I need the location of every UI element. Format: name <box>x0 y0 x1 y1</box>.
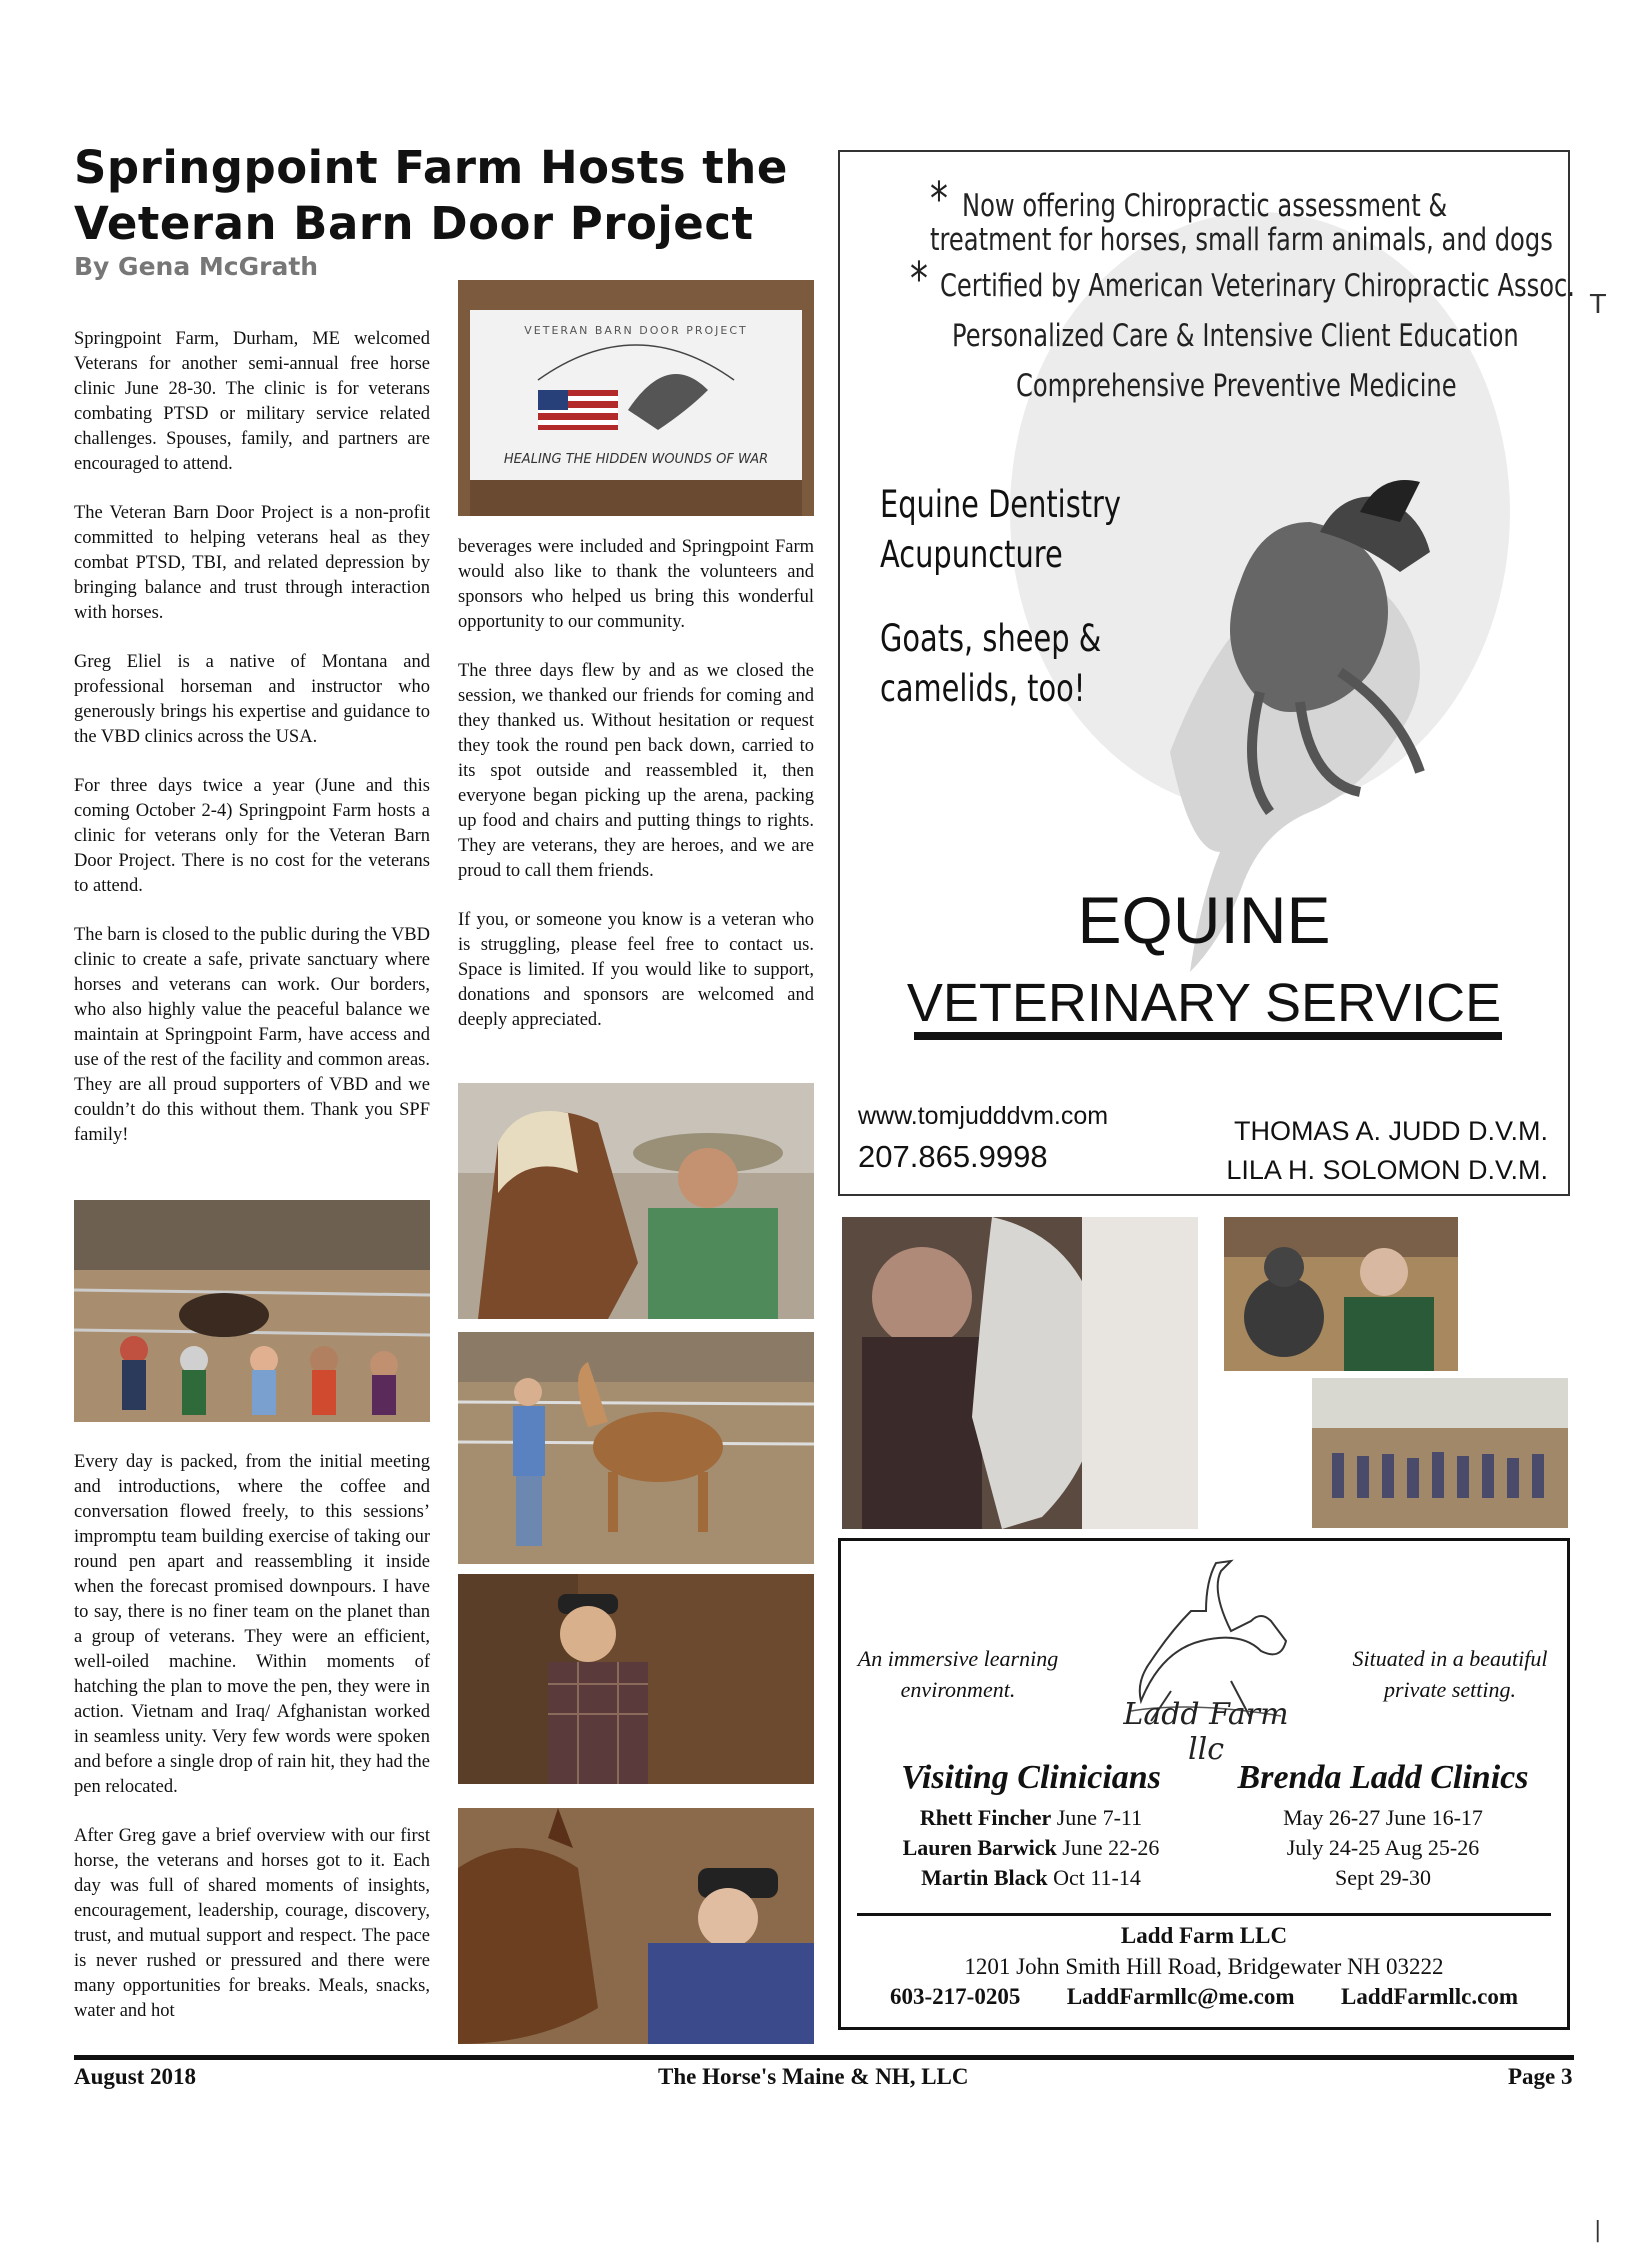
article-title: Springpoint Farm Hosts the Veteran Barn Door Project <box>74 141 788 250</box>
ad-heading-veterinary-service: VETERINARY SERVICE <box>906 973 1502 1033</box>
vet-name: LILA H. SOLOMON D.V.M. <box>1226 1155 1548 1185</box>
photo-vbd-banner <box>458 280 814 516</box>
ladd-company-name: Ladd Farm LLC <box>1120 1923 1288 1948</box>
ad-phone: 207.865.9998 <box>858 1139 1048 1174</box>
banner-arc-text: VETERAN BARN DOOR PROJECT <box>524 324 748 337</box>
footer-page-number: Page 3 <box>1508 2064 1573 2089</box>
ladd-website: LaddFarmllc.com <box>1341 1984 1518 2009</box>
photo-arena-group <box>74 1200 430 1422</box>
ad-website: www.tomjudddvm.com <box>858 1102 1109 1130</box>
ad-line-treatment: treatment for horses, small farm animals, and dogs <box>930 222 1553 258</box>
ladd-phone: 603-217-0205 <box>890 1984 1021 2009</box>
ad-service-dentistry: Equine Dentistry <box>880 483 1121 526</box>
ad-veterinarians <box>1226 1112 1548 1190</box>
ad-line-chiropractic: Now offering Chiropractic assessment & <box>962 188 1448 224</box>
asterisk-bullet-1: * <box>930 172 948 226</box>
vet-name: THOMAS A. JUDD D.V.M. <box>1233 1116 1548 1146</box>
clinician-row: Martin Black Oct 11-14 <box>921 1865 1141 1890</box>
paragraph: beverages were included and Springpoint Farm would also like to thank the volunteers and sponsors who helped us bring this wonderful opportunity to our community. <box>458 537 814 632</box>
banner-caption: HEALING THE HIDDEN WOUNDS OF WAR <box>503 452 769 467</box>
ad-service-acupuncture: Acupuncture <box>880 533 1063 576</box>
ad-ladd-farm <box>838 1538 1570 2030</box>
ad-line-certified: Certified by American Veterinary Chiropractic Assoc. <box>940 268 1576 304</box>
paragraph: For three days twice a year (June and this coming October 2-4) Springpoint Farm hosts a clinic for veterans only for the Veteran Barn Door Project. There is no cost for the veterans to attend. <box>74 776 430 896</box>
ad-equine-veterinary-service <box>838 150 1576 1196</box>
ad-tagline-right: Situated in a beautiful private setting. <box>1352 1646 1548 1702</box>
photo-horse-and-man-hat <box>458 1083 814 1319</box>
clinic-dates: July 24-25 Aug 25-26 <box>1286 1835 1480 1860</box>
ad-heading-equine: EQUINE <box>1077 883 1331 957</box>
asterisk-bullet-2: * <box>910 252 928 306</box>
ad-heading-underline <box>914 1032 1502 1040</box>
ladd-address: 1201 John Smith Hill Road, Bridgewater NH 03222 <box>964 1954 1444 1979</box>
brenda-ladd-dates <box>1213 1803 1553 1893</box>
footer-rule <box>74 2055 1574 2060</box>
photo-man-with-pony <box>458 1332 814 1564</box>
clinic-dates: May 26-27 June 16-17 <box>1283 1805 1483 1830</box>
ad-divider <box>857 1913 1551 1916</box>
paragraph: The three days flew by and as we closed the session, we thanked our friends for coming and they thanked us. Without hesitation or request they took the round pen back down, carried to its spot outside and reassembled it, then everyone began picking up the arena, packing up food and chairs and putting things to rights. They are veterans, they are heroes, and we are proud to call them friends. <box>458 661 814 881</box>
ad-line-personalized-care: Personalized Care & Intensive Client Education <box>952 318 1519 354</box>
flag-icon <box>538 390 618 430</box>
clinician-row: Lauren Barwick June 22-26 <box>902 1835 1160 1860</box>
ladd-farm-logo-text: Ladd Farm llc <box>1123 1697 1289 1767</box>
article-column-1 <box>74 327 430 1172</box>
photo-veteran-in-cap <box>458 1574 814 1784</box>
clinic-dates: Sept 29-30 <box>1335 1865 1431 1890</box>
footer-publication: The Horse's Maine & NH, LLC <box>658 2064 969 2089</box>
photo-veteran-with-dog <box>1224 1217 1458 1371</box>
paragraph: The Veteran Barn Door Project is a non-profit committed to helping veterans heal as they combat PTSD, TBI, and related depression by bringing balance and trust through interaction with horses. <box>74 503 430 623</box>
ad-service-goats-sheep: Goats, sheep & <box>880 617 1102 660</box>
paragraph: Springpoint Farm, Durham, ME welcomed Veterans for another semi-annual free horse clinic June 28-30. The clinic is for veterans combating PTSD or military service related challenges. Spouses, family, and partners are encouraged to attend. <box>74 329 430 474</box>
ad-service-camelids: camelids, too! <box>880 667 1086 710</box>
paragraph: Greg Eliel is a native of Montana and professional horseman and instructor who generously brings his expertise and guidance to the VBD clinics across the USA. <box>74 652 430 747</box>
photo-group-in-arena <box>1312 1378 1568 1528</box>
article-column-2 <box>458 535 814 1057</box>
ladd-contact <box>841 1984 1567 2010</box>
article-column-1-continued <box>74 1450 430 2048</box>
brenda-ladd-clinics-header: Brenda Ladd Clinics <box>1237 1759 1529 1796</box>
paragraph: Every day is packed, from the initial meeting and introductions, where the coffee and conversation flowed freely, to this sessions’ impromptu team building exercise of taking our round pen apart and reassembling it inside when the forecast promised downpours. I have to say, there is no finer team on the planet than a group of veterans. They were an efficient, well-oiled machine. Within moments of hatching the plan to move the pen, they were in action. Vietnam and Iraq/ Afghanistan worked in seamless unity. Very few words were spoken and before a single drop of rain hit, they had the pen relocated. <box>74 1452 431 1797</box>
photo-man-and-white-horse <box>842 1217 1198 1529</box>
paragraph: The barn is closed to the public during the VBD clinic to create a safe, private sanctuary where horses and veterans can work. Our borders, who also highly value the peaceful balance we maintain at Springpoint Farm, have access and use of the rest of the facility and common areas. They are all proud supporters of VBD and we couldn’t do this without them. Thank you SPF family! <box>74 925 430 1145</box>
visiting-clinicians-header: Visiting Clinicians <box>901 1759 1161 1796</box>
ad-tagline-left: An immersive learning environment. <box>857 1646 1059 1702</box>
footer-date: August 2018 <box>74 2064 197 2089</box>
paragraph: After Greg gave a brief overview with our first horse, the veterans and horses got to it. Each day was full of shared moments of insights, encouragement, leadership, courage, discovery, trust, and mutual support and respect. The pace is never rushed or pressured and there were many opportunities for breaks. Meals, snacks, water and hot <box>74 1826 430 2021</box>
clinician-row: Rhett Fincher June 7-11 <box>919 1805 1143 1830</box>
photo-horse-nuzzle-veteran <box>458 1808 814 2044</box>
visiting-clinicians-list <box>871 1803 1191 1893</box>
ad-line-preventive-medicine: Comprehensive Preventive Medicine <box>1016 368 1457 404</box>
margin-mark-bottom: | <box>1594 2218 1602 2243</box>
margin-mark-top: T <box>1590 290 1606 320</box>
paragraph: If you, or someone you know is a veteran who is struggling, please feel free to contact us. Space is limited. If you would like to support, donations and sponsors are welcomed and deeply appreciated. <box>458 910 814 1030</box>
ladd-email: LaddFarmllc@me.com <box>1066 1984 1295 2009</box>
article-byline: By Gena McGrath <box>74 252 319 281</box>
